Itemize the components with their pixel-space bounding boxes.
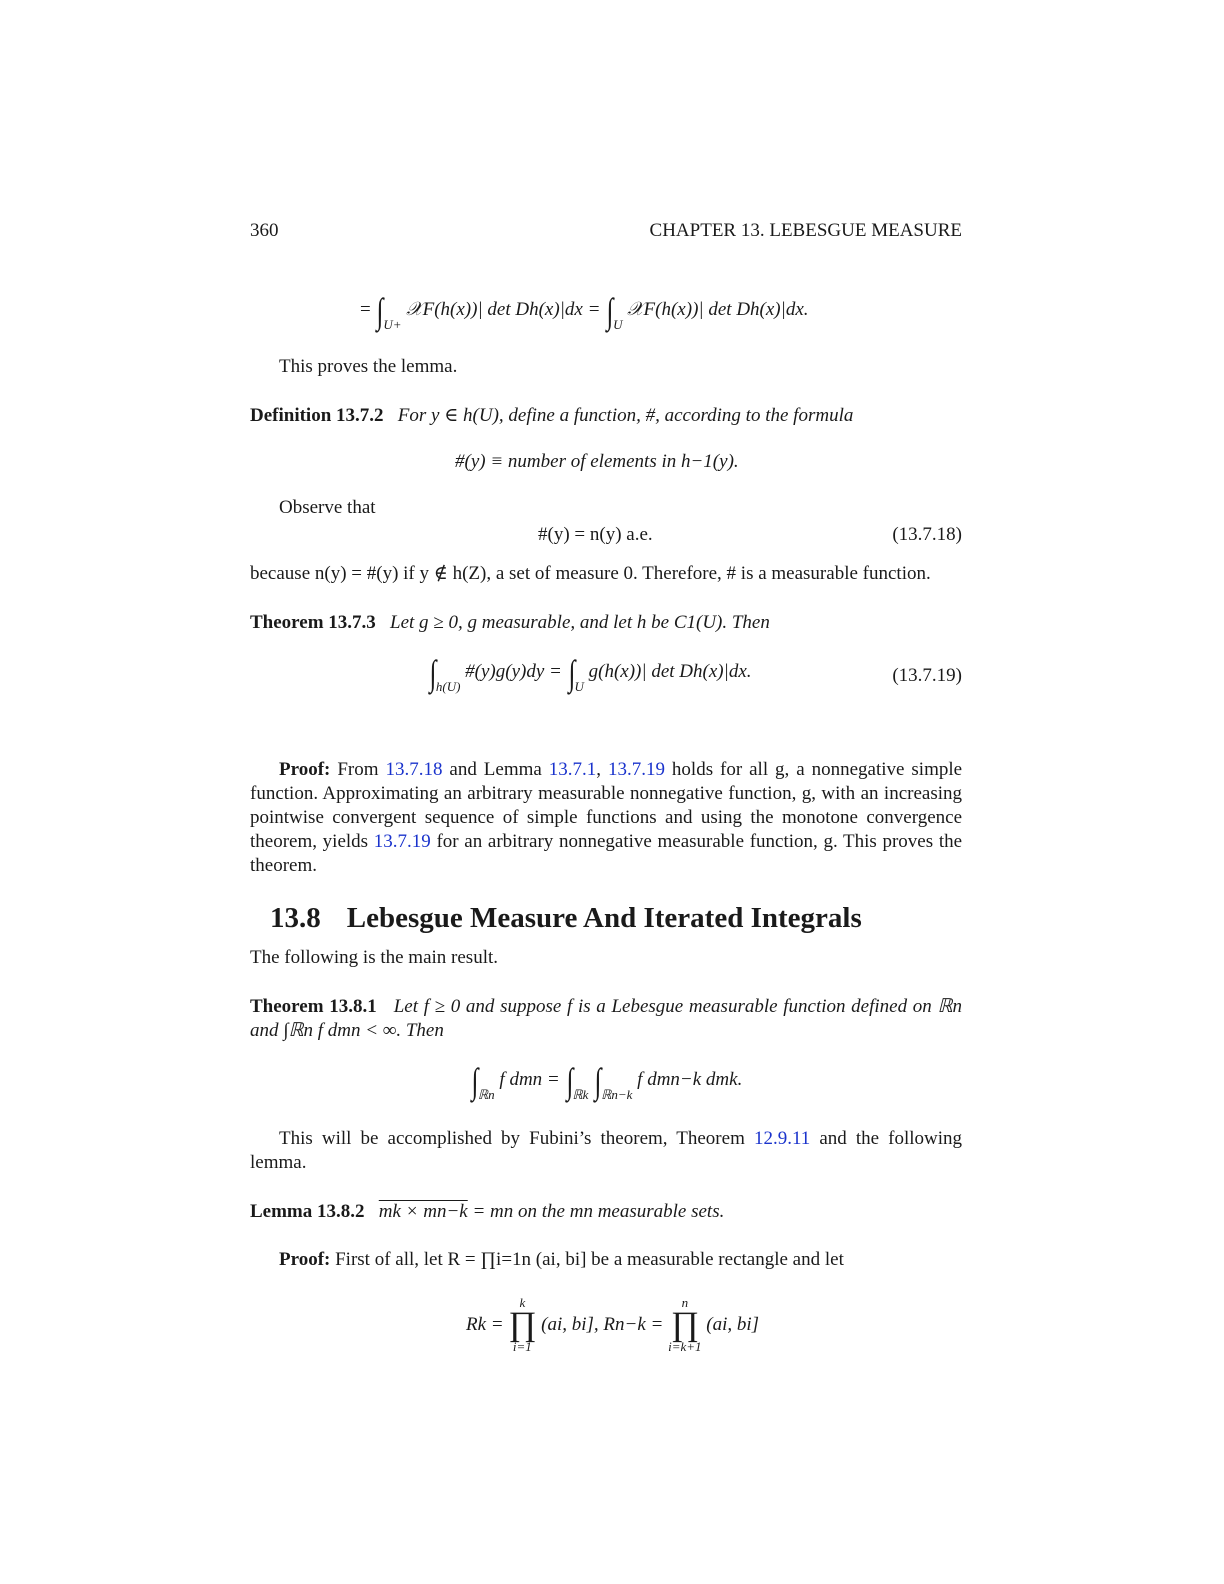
proof-theorem-13-7-3 [250, 758, 962, 878]
eq18-formula: #(y) = n(y) a.e. [538, 524, 653, 545]
ref-13-7-19[interactable]: 13.7.19 [607, 759, 665, 780]
rect-lhs: Rk = [466, 1314, 504, 1335]
equation-fubini [470, 1060, 743, 1102]
integral-subscript: U [574, 679, 584, 694]
integral-subscript: U [613, 317, 623, 332]
theorem-text: Let g ≥ 0, g measurable, and let h be C1(U). Then [390, 612, 770, 633]
section-heading [270, 900, 862, 936]
integral-sign: ∫ [568, 652, 576, 693]
definition-formula [455, 450, 739, 474]
proof-text: holds for all g, a nonnegative simple function. Approximating an arbitrary measurable nonnegative function, g, with an increasing pointwise convergent sequence of simple functions and using the monotone convergence theorem, yields [250, 759, 963, 852]
product-sign: ∏ [508, 1306, 537, 1343]
main-result: The following is the main result. [250, 947, 499, 968]
integral-subscript: h(U) [435, 679, 461, 694]
theorem-label: Theorem 13.8.1 [250, 996, 377, 1017]
definition-13-7-2 [250, 404, 962, 428]
lemma-text: = mn on the mn measurable sets. [472, 1201, 725, 1222]
theorem-text: Let f ≥ 0 and suppose f is a Lebesgue measurable function defined on ℝn and ∫ℝn f dmn < ∞. Then [250, 996, 962, 1041]
integral-sign: ∫ [606, 290, 614, 331]
integral-sign: ∫ [594, 1060, 602, 1101]
equation-13-7-19 [428, 652, 752, 694]
rect-mid: (ai, bi], Rn−k = [541, 1314, 664, 1335]
integral-sign: ∫ [376, 290, 384, 331]
eq-top-term2: 𝒳F(h(x))| det Dh(x)|dx. [627, 299, 809, 320]
paragraph-text: This will be accomplished by Fubini’s theorem, Theorem [279, 1128, 745, 1149]
proof-text: From [337, 759, 379, 780]
fubini-term2: f dmn−k dmk. [637, 1069, 743, 1090]
integral-sign: ∫ [471, 1060, 479, 1101]
equation-rectangles [466, 1296, 759, 1354]
section-number: 13.8 [270, 902, 321, 934]
proves-lemma: This proves the lemma. [279, 356, 458, 377]
integral-subscript: ℝn [477, 1087, 495, 1102]
ref-12-9-11[interactable]: 12.9.11 [753, 1128, 811, 1149]
theorem-13-7-3 [250, 611, 962, 635]
proof-text: and Lemma [449, 759, 542, 780]
definition-text: For y ∈ h(U), define a function, #, according to the formula [397, 405, 854, 426]
ref-13-7-18[interactable]: 13.7.18 [385, 759, 443, 780]
product-upper-limit: k [519, 1295, 526, 1310]
product-sign: ∏ [670, 1306, 699, 1343]
ref-13-7-19[interactable]: 13.7.19 [373, 831, 431, 852]
paragraph-text: and the following lemma. [250, 1128, 963, 1173]
equation-number-13-7-19: (13.7.19) [892, 665, 962, 686]
ref-13-7-1[interactable]: 13.7.1 [548, 759, 597, 780]
section-title: Lebesgue Measure And Iterated Integrals [346, 902, 862, 934]
proof-text: First of all, let R = ∏i=1n (ai, bi] be a measurable rectangle and let [335, 1249, 844, 1270]
rect-rhs: (ai, bi] [706, 1314, 760, 1335]
lemma-13-8-2 [250, 1200, 962, 1224]
definition-formula-text: #(y) ≡ number of elements in h−1(y). [455, 451, 739, 472]
integral-sign: ∫ [429, 652, 437, 693]
lemma-label: Lemma 13.8.2 [250, 1201, 365, 1222]
theorem-13-8-1 [250, 995, 962, 1043]
equation-13-7-18 [538, 523, 653, 547]
eq19-term2: g(h(x))| det Dh(x)|dx. [588, 661, 752, 682]
integral-subscript: U+ [383, 317, 402, 332]
product-operator [508, 1296, 536, 1354]
eq-top-lhs: = [360, 299, 371, 320]
equation-top [360, 290, 809, 332]
proof-label: Proof: [279, 759, 331, 780]
running-head: CHAPTER 13. LEBESGUE MEASURE [649, 220, 962, 241]
definition-label: Definition 13.7.2 [250, 405, 384, 426]
eq-top-term1: 𝒳F(h(x))| det Dh(x)|dx = [406, 299, 601, 320]
theorem-label: Theorem 13.7.3 [250, 612, 376, 633]
product-upper-limit: n [681, 1295, 689, 1310]
equation-number-13-7-18: (13.7.18) [892, 524, 962, 545]
proof-label: Proof: [279, 1249, 331, 1270]
integral-sign: ∫ [565, 1060, 573, 1101]
fubini-paragraph [250, 1127, 962, 1175]
integral-subscript: ℝn−k [601, 1087, 633, 1102]
product-lower-limit: i=k+1 [668, 1339, 702, 1354]
lemma-overline-product: mk × mn−k [378, 1201, 468, 1222]
proof-text: , [596, 759, 602, 780]
product-operator [668, 1296, 701, 1354]
fubini-term1: f dmn = [499, 1069, 560, 1090]
product-lower-limit: i=1 [512, 1339, 532, 1354]
eq19-term1: #(y)g(y)dy = [465, 661, 562, 682]
proof-lemma-13-8-2 [250, 1248, 962, 1272]
proof-text: for an arbitrary nonnegative measurable function, g. This proves the theorem. [250, 831, 963, 876]
because-paragraph: because n(y) = #(y) if y ∉ h(Z), a set of measure 0. Therefore, # is a measurable function. [250, 563, 931, 584]
observe-that: Observe that [279, 497, 376, 518]
page-number: 360 [250, 220, 279, 241]
integral-subscript: ℝk [572, 1087, 589, 1102]
